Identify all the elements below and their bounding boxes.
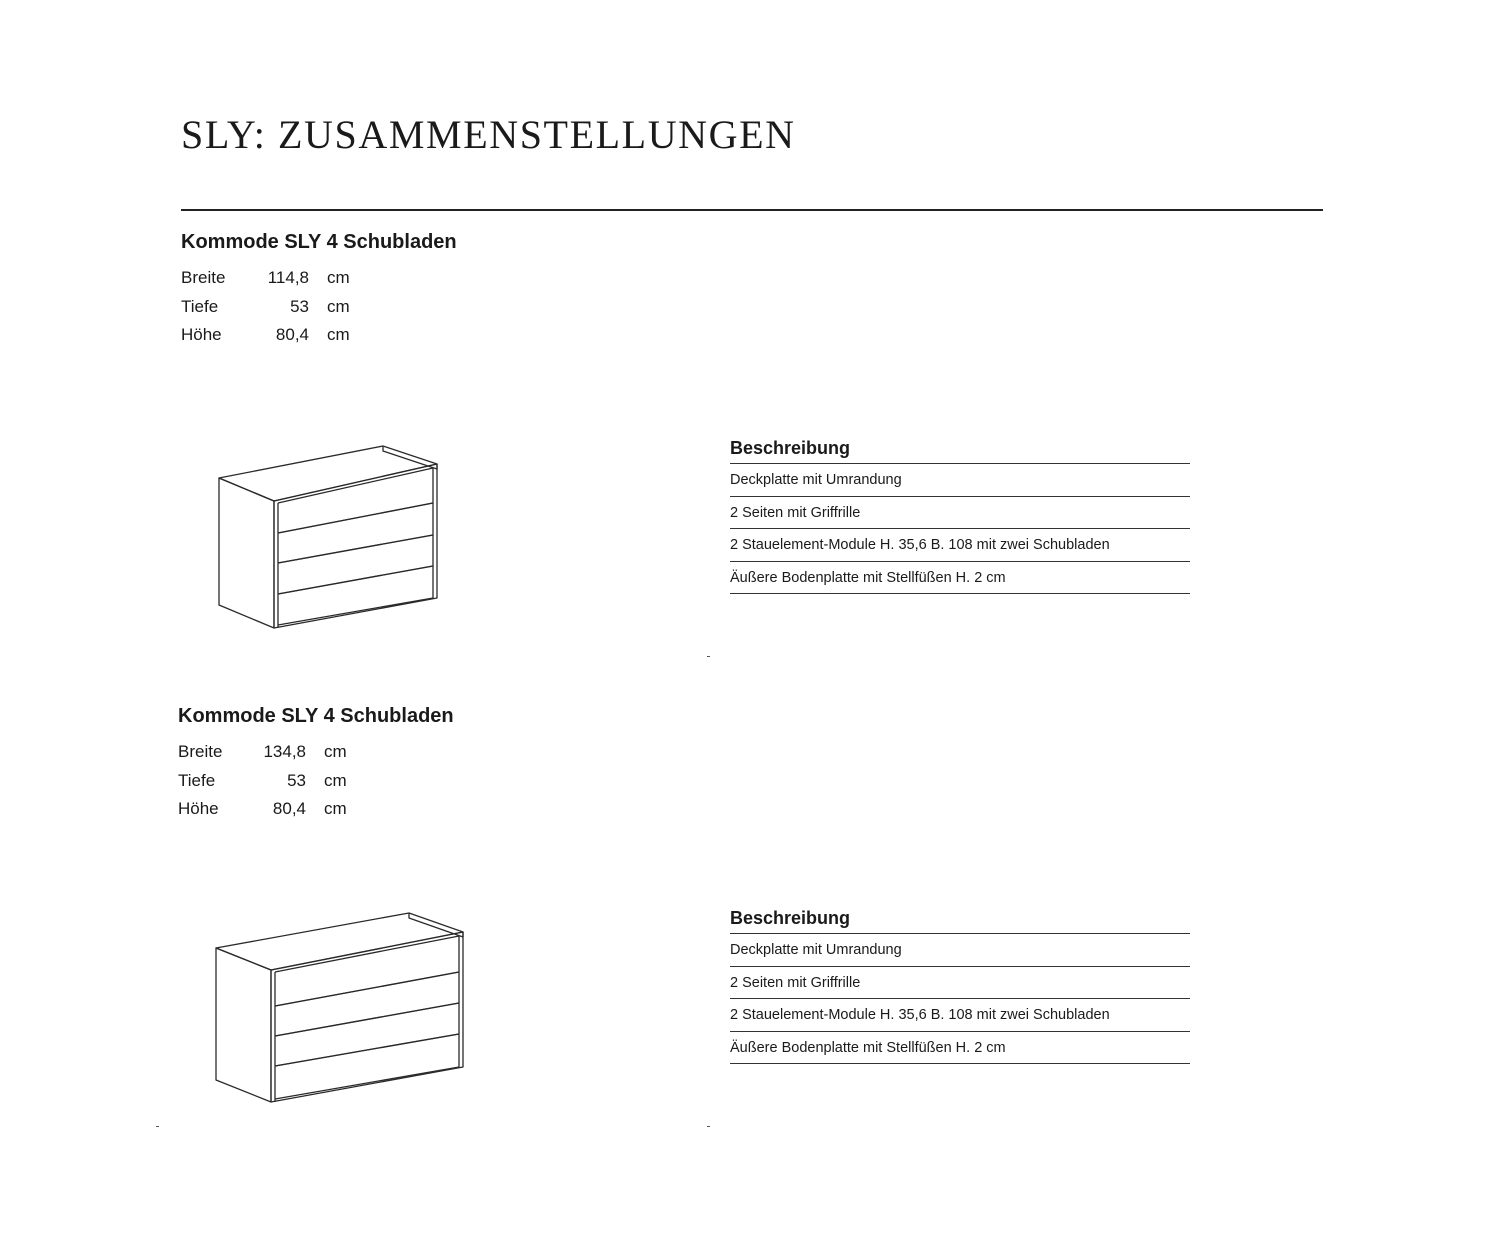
description-item: 2 Stauelement-Module H. 35,6 B. 108 mit zwei Schubladen <box>730 999 1190 1032</box>
drawer-front <box>275 1003 459 1066</box>
product-1-name: Kommode SLY 4 Schubladen <box>181 231 457 253</box>
description-item: Äußere Bodenplatte mit Stellfüßen H. 2 cm <box>730 1032 1190 1065</box>
dresser-front-frame <box>274 464 437 628</box>
dimension-row-width <box>178 738 347 767</box>
dimension-row-width <box>181 264 350 293</box>
drawer-front <box>278 535 433 594</box>
product-2-dimensions <box>178 738 347 824</box>
description-title: Beschreibung <box>730 906 1190 934</box>
product-1-specs <box>181 230 457 344</box>
drawer-front <box>278 468 433 533</box>
dimension-label: Tiefe <box>178 770 216 790</box>
page-title: SLY: ZUSAMMENSTELLUNGEN <box>181 112 796 157</box>
dimension-unit: cm <box>327 296 350 316</box>
dimension-row-height <box>181 321 350 350</box>
dimension-label: Breite <box>181 268 226 287</box>
drawer-front <box>278 503 433 563</box>
description-item: 2 Stauelement-Module H. 35,6 B. 108 mit zwei Schubladen <box>730 529 1190 562</box>
dimension-unit: cm <box>324 770 347 790</box>
drawer-front <box>275 972 459 1036</box>
dresser-side-panel <box>216 948 271 1102</box>
dimension-value: 114,8 <box>267 268 309 287</box>
dimension-label: Breite <box>178 742 223 761</box>
product-1-description <box>730 436 1190 594</box>
dimension-label: Tiefe <box>181 296 219 316</box>
dresser-drawing-2 <box>202 904 477 1114</box>
crop-mark <box>707 1126 710 1127</box>
dimension-row-depth <box>181 293 350 322</box>
dimension-label: Höhe <box>181 325 222 344</box>
description-item: Deckplatte mit Umrandung <box>730 934 1190 967</box>
product-2-description <box>730 906 1190 1064</box>
dresser-top-panel <box>219 446 437 501</box>
product-1-dimensions <box>181 264 350 350</box>
dresser-side-panel <box>219 478 274 628</box>
product-2-specs <box>178 704 454 818</box>
dimension-row-depth <box>178 767 347 796</box>
description-list <box>730 464 1190 594</box>
drawer-front <box>278 566 433 625</box>
dresser-top-panel <box>216 913 463 970</box>
dimension-value: 134,8 <box>263 742 306 761</box>
dimension-value: 80,4 <box>275 325 309 344</box>
dimension-unit: cm <box>324 742 347 761</box>
dimension-unit: cm <box>327 268 350 287</box>
dimension-value: 53 <box>287 770 306 790</box>
drawer-front <box>275 936 459 1006</box>
description-item: 2 Seiten mit Griffrille <box>730 967 1190 1000</box>
description-item: 2 Seiten mit Griffrille <box>730 497 1190 530</box>
drawer-front <box>275 1034 459 1099</box>
dresser-front-frame <box>271 932 463 1102</box>
dimension-label: Höhe <box>178 799 219 818</box>
dimension-value: 80,4 <box>272 799 306 818</box>
dimension-unit: cm <box>324 799 347 818</box>
dimension-unit: cm <box>327 325 350 344</box>
dimension-row-height <box>178 795 347 824</box>
description-item: Äußere Bodenplatte mit Stellfüßen H. 2 cm <box>730 562 1190 595</box>
description-item: Deckplatte mit Umrandung <box>730 464 1190 497</box>
crop-mark <box>156 1126 159 1127</box>
description-title: Beschreibung <box>730 436 1190 464</box>
dimension-value: 53 <box>290 296 309 316</box>
dresser-drawing-1 <box>205 435 455 640</box>
product-2-name: Kommode SLY 4 Schubladen <box>178 705 454 727</box>
crop-mark <box>707 656 710 657</box>
title-divider <box>181 209 1323 211</box>
description-list <box>730 934 1190 1064</box>
